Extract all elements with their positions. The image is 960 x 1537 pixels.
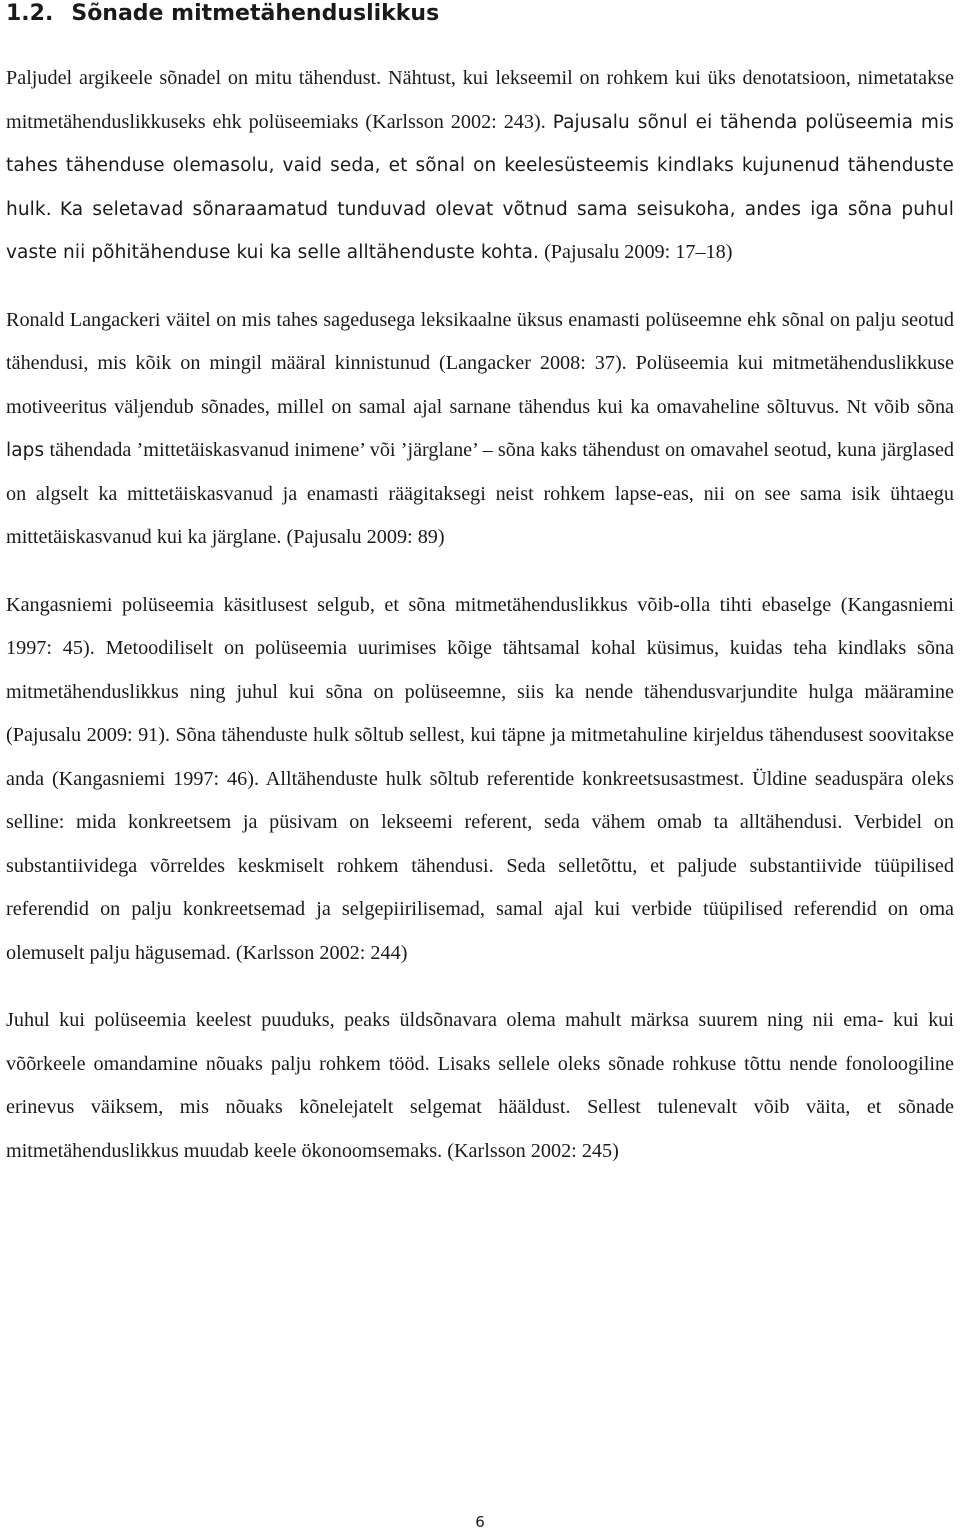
paragraph-economy: Juhul kui polüseemia keelest puuduks, peaks üldsõnavara olema mahult märksa suurem ning nii ema- kui kui võõrkeele omandamine nõuaks palju rohkem tööd. Lisaks sellele oleks sõnade rohkuse tõttu nende fonoloogiline erinevus väiksem, mis nõuaks kõnelejatelt selgemat hääldust. Sellest tulenevalt võib väita, et sõnade mitmetähenduslikkus muudab keele ökonoomsemaks. (Karlsson 2002: 245) xyxy=(6,1009,954,1162)
paragraph-text: tähendada ’mittetäiskasvanud inimene’ või ’järglane’ – sõna kaks tähendust on omavahel seotud, kuna järglased on algselt ka mittetäiskasvanud ja enamasti räägitaksegi neist rohkem lapse-eas, nii on see sama isik ühtaegu mittetäiskasvanud kui ka järglane. (Pajusalu 2009: 89) xyxy=(6,439,955,548)
paragraph-langacker xyxy=(6,299,954,560)
section-title: Sõnade mitmetähenduslikkus xyxy=(71,1,440,26)
paragraph-polysemy-definition xyxy=(6,57,954,275)
citation: (Pajusalu 2009: 17–18) xyxy=(544,241,733,263)
section-heading xyxy=(6,0,954,34)
paragraph-kangasniemi: Kangasniemi polüseemia käsitlusest selgub, et sõna mitmetähenduslikkus võib-olla tihti ebaselge (Kangasniemi 1997: 45). Metoodiliselt on polüseemia uurimises kõige tähtsamal kohal küsimus, kuidas teha kindlaks sõna mitmetähenduslikkus ning juhul kui sõna on polüseemne, siis ka nende tähendusvarjundite hulga määramine (Pajusalu 2009: 91). Sõna tähenduste hulk sõltub sellest, kui täpne ja mitmetahuline kirjeldus tähendusest soovitakse anda (Kangasniemi 1997: 46). Alltähenduste hulk sõltub referentide konkreetsusastmest. Üldine seaduspära oleks selline: mida konkreetsem ja püsivam on lekseemi referent, seda vähem omab ta alltähendusi. Verbidel on substantiividega võrreldes keskmiselt rohkem tähendusi. Seda selletõttu, et paljude substantiivide tüüpilised referendid on palju konkreetsemad ja selgepiirilisemad, samal ajal kui verbide tüüpilised referendid on oma olemuselt palju hägusemad. (Karlsson 2002: 244) xyxy=(6,593,954,964)
section-number: 1.2. xyxy=(6,1,54,26)
example-word: laps xyxy=(6,440,45,461)
paragraph-text-sans: Pajusalu sõnul ei tähenda polüseemia mis tahes tähenduse olemasolu, vaid seda, et sõnal on keelesüsteemis kindlaks kujunenud tähenduste hulk. xyxy=(6,111,955,220)
paragraph-text-sans: Ka seletavad sõnaraamatud tunduvad olevat võtnud sama seisukoha, andes iga sõna puhul vaste nii põhitähenduse kui ka selle alltähenduste kohta. xyxy=(6,198,954,263)
document-page xyxy=(6,0,954,1173)
page-number: 6 xyxy=(475,1513,485,1531)
paragraph-text: Paljudel argikeele sõnadel on mitu tähendust. Nähtust, kui lekseemil on rohkem kui üks denotatsioon, nimetatakse mitmetähenduslikkuseks ehk polüseemiaks (Karlsson 2002: 243). xyxy=(6,67,954,133)
paragraph-text: Ronald Langackeri väitel on mis tahes sagedusega leksikaalne üksus enamasti polüseemne ehk sõnal on palju seotud tähendusi, mis kõik on mingil määral kinnistunud (Langacker 2008: 37). Polüseemia kui mitmetähenduslikkuse motiveeritus väljendub sõnades, millel on samal ajal sarnane tähendus kui ka omavaheline sõltuvus. Nt võib sõna xyxy=(6,308,954,418)
